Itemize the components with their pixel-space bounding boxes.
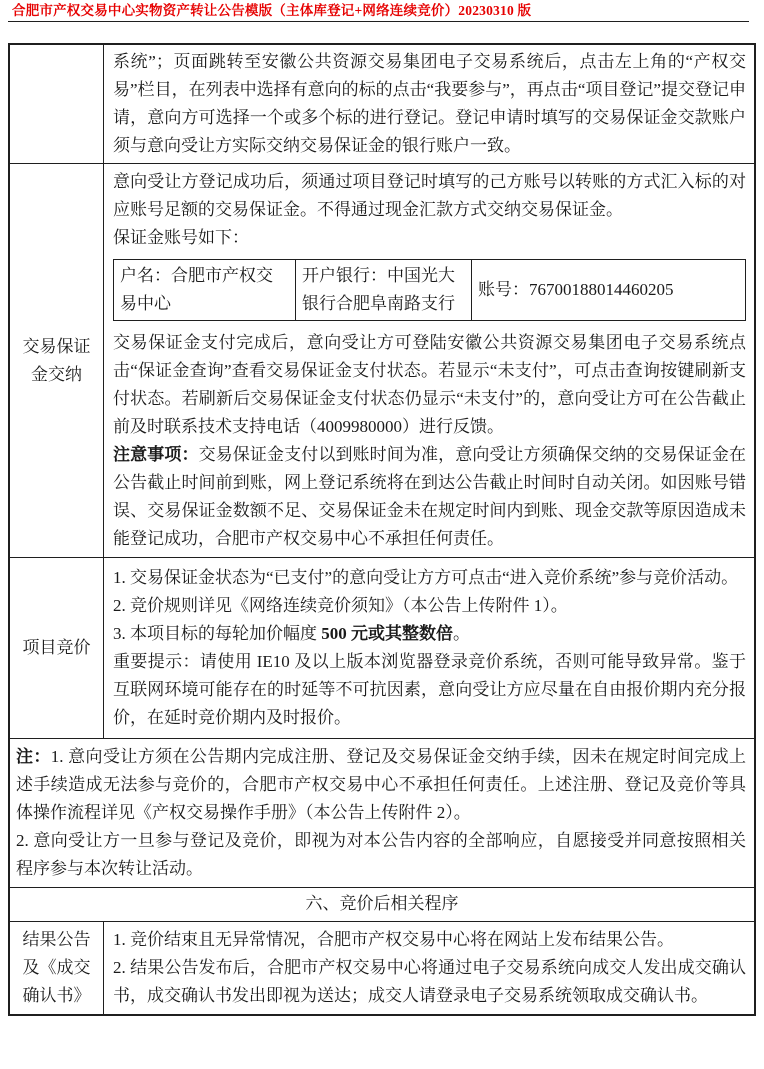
account-holder-cell: 户名：合肥市产权交易中心 — [114, 260, 296, 320]
result-item-1: 1. 竞价结束且无异常情况，合肥市产权交易中心将在网站上发布结果公告。 — [113, 930, 674, 949]
deposit-account-lead-text: 保证金账号如下： — [113, 228, 249, 247]
registration-content-cell — [104, 45, 754, 163]
page-title: 合肥市产权交易中心实物资产转让公告模版（主体库登记+网络连续竞价）20230310 版 — [12, 3, 532, 18]
notes-cell — [10, 739, 754, 887]
result-item-2: 2. 结果公告发布后，合肥市产权交易中心将通过电子交易系统向成交人发出成交确认书，成交确认书发出即视为送达；成交人请登录电子交易系统领取成交确认书。 — [113, 958, 746, 1005]
result-row-label: 结果公告及《成交确认书》 — [10, 922, 104, 1014]
bidding-increment-value: 500 元或其整数倍 — [321, 624, 453, 643]
bidding-item-3-suffix: 。 — [453, 624, 470, 643]
registration-instructions-text: 系统”；页面跳转至安徽公共资源交易集团电子交易系统后，点击左上角的“产权交易”栏目，在列表中选择有意向的标的点击“我要参与”，再点击“项目登记”提交登记申请，意向方可选择一个或多个标的进行登记。登记申请时填写的交易保证金交款账户须与意向受让方实际交纳交易保证金的银行账户一致。 — [113, 52, 746, 155]
deposit-notice-text: 交易保证金支付以到账时间为准，意向受让方须确保交纳的交易保证金在公告截止时间前到账，网上登记系统将在到达公告截止时间时自动关闭。如因账号错误、交易保证金数额不足、交易保证金未在规定时间内到账、现金交款等原因造成未能登记成功，合肥市产权交易中心不承担任何责任。 — [113, 445, 747, 548]
deposit-notice-label: 注意事项： — [113, 445, 199, 464]
bidding-important-tip: 重要提示：请使用 IE10 及以上版本浏览器登录竞价系统，否则可能导致异常。鉴于互联网环境可能存在的时延等不可抗因素，意向受让方应尽量在自由报价期内充分报价，在延时竞价期内及时报价。 — [113, 652, 746, 727]
row-registration-continuation — [10, 45, 754, 164]
result-content-cell — [104, 922, 754, 1014]
deposit-intro-text: 意向受让方登记成功后，须通过项目登记时填写的己方账号以转账的方式汇入标的对应账号足额的交易保证金。不得通过现金汇款方式交纳交易保证金。 — [113, 172, 746, 219]
notes-paragraph-1 — [16, 743, 746, 827]
deposit-account-table — [113, 259, 746, 321]
row-section-header — [10, 888, 754, 922]
bidding-content-cell — [104, 558, 754, 738]
bidding-item-1: 1. 交易保证金状态为“已支付”的意向受让方方可点击“进入竞价系统”参与竞价活动。 — [113, 568, 739, 587]
page-header — [0, 0, 764, 22]
deposit-row-label: 交易保证金交纳 — [10, 164, 104, 557]
section-header-title: 六、竞价后相关程序 — [305, 894, 459, 913]
row-notes — [10, 739, 754, 888]
row-label-empty — [10, 45, 104, 163]
notes-label: 注： — [16, 747, 51, 766]
notes-text-1: 1. 意向受让方须在公告期内完成注册、登记及交易保证金交纳手续，因未在规定时间完成上述手续造成无法参与竞价的，合肥市产权交易中心不承担任何责任。上述注册、登记及竞价等具体操作流程详见《产权交易操作手册》（本公告上传附件 2）。 — [16, 747, 746, 822]
bidding-row-label: 项目竞价 — [10, 558, 104, 738]
deposit-notice-paragraph — [113, 441, 746, 553]
header-rule — [8, 21, 749, 22]
row-result-announcement — [10, 922, 754, 1014]
account-number-cell: 账号：76700188014460205 — [478, 280, 674, 299]
announcement-table — [8, 43, 756, 1016]
notes-paragraph-2: 2. 意向受让方一旦参与登记及竞价，即视为对本公告内容的全部响应，自愿接受并同意按照相关程序参与本次转让活动。 — [16, 831, 746, 878]
row-project-bidding — [10, 558, 754, 739]
deposit-content-cell — [104, 164, 754, 557]
account-bank-cell: 开户银行：中国光大银行合肥阜南路支行 — [296, 260, 472, 320]
row-deposit-payment — [10, 164, 754, 558]
deposit-status-text: 交易保证金支付完成后，意向受让方可登陆安徽公共资源交易集团电子交易系统点击“保证金查询”查看交易保证金支付状态。若显示“未支付”，可点击查询按键刷新支付状态。若刷新后交易保证金支付状态仍显示“未支付”的，意向受让方可在公告截止前及时联系技术支持电话（4009980000）进行反馈。 — [113, 333, 746, 436]
bidding-item-2: 2. 竞价规则详见《网络连续竞价须知》（本公告上传附件 1）。 — [113, 596, 568, 615]
bidding-item-3-prefix: 3. 本项目标的每轮加价幅度 — [113, 624, 322, 643]
bidding-item-3 — [113, 620, 746, 648]
